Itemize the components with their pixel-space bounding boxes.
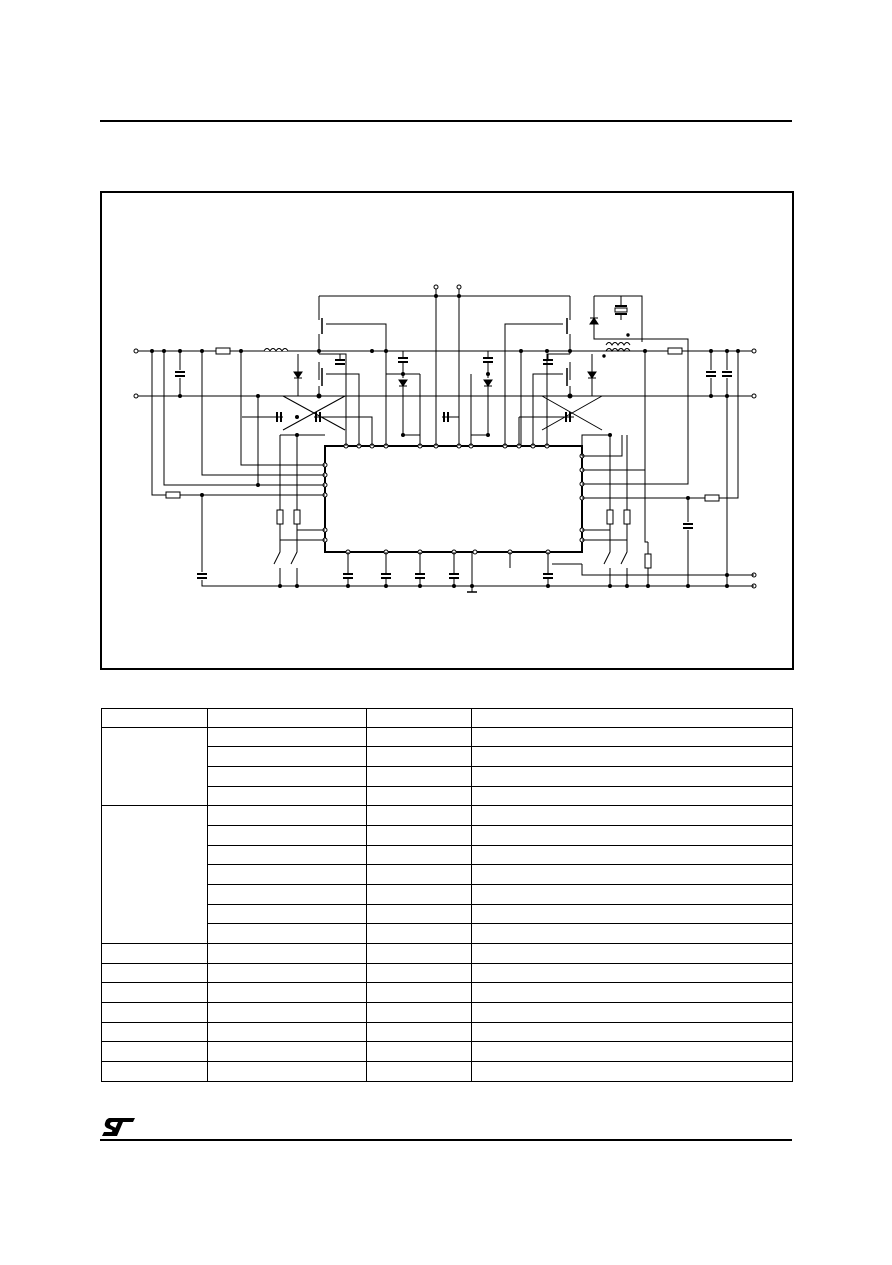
table-cell bbox=[367, 845, 472, 865]
table-cell bbox=[208, 826, 367, 846]
table-cell bbox=[208, 865, 367, 885]
table-cell bbox=[472, 826, 793, 846]
table-cell bbox=[208, 766, 367, 786]
table-row bbox=[102, 806, 793, 826]
table-cell bbox=[367, 865, 472, 885]
output-terminal-bottom bbox=[752, 394, 756, 398]
table-cell bbox=[472, 845, 793, 865]
table-cell bbox=[472, 983, 793, 1003]
input-terminal-top bbox=[134, 349, 138, 353]
table-cell bbox=[472, 944, 793, 964]
table-cell bbox=[367, 786, 472, 806]
timing-capacitors bbox=[343, 552, 553, 586]
table-group-cell bbox=[102, 727, 208, 806]
table-header-cell bbox=[208, 709, 367, 728]
output-terminal-top bbox=[752, 349, 756, 353]
table-row bbox=[102, 1042, 793, 1062]
table-cell bbox=[367, 747, 472, 767]
table-cell bbox=[367, 806, 472, 826]
table-cell bbox=[102, 983, 208, 1003]
table-cell bbox=[208, 747, 367, 767]
right-half-bridge bbox=[505, 296, 602, 446]
footer-rule bbox=[100, 1139, 792, 1141]
table-cell bbox=[367, 766, 472, 786]
table-cell bbox=[102, 963, 208, 983]
sense-resistor-left bbox=[166, 492, 180, 498]
table-cell bbox=[367, 1003, 472, 1023]
table-cell bbox=[208, 786, 367, 806]
table-cell bbox=[208, 944, 367, 964]
table-cell bbox=[472, 904, 793, 924]
table-cell bbox=[367, 983, 472, 1003]
table-cell bbox=[367, 944, 472, 964]
table-cell bbox=[208, 845, 367, 865]
table-cell bbox=[208, 727, 367, 747]
table-cell bbox=[472, 865, 793, 885]
table-cell bbox=[472, 747, 793, 767]
table-cell bbox=[472, 963, 793, 983]
table-cell bbox=[208, 963, 367, 983]
table-cell bbox=[472, 727, 793, 747]
table-cell bbox=[208, 1062, 367, 1082]
table-cell bbox=[367, 963, 472, 983]
input-inductor bbox=[264, 349, 288, 352]
table-cell bbox=[208, 1003, 367, 1023]
table-cell bbox=[472, 806, 793, 826]
table-row bbox=[102, 983, 793, 1003]
table-cell bbox=[367, 1062, 472, 1082]
input-resistor bbox=[216, 348, 230, 354]
table-row bbox=[102, 963, 793, 983]
table-cell bbox=[367, 1042, 472, 1062]
table-cell bbox=[472, 1062, 793, 1082]
table-cell bbox=[472, 766, 793, 786]
table-cell bbox=[367, 924, 472, 944]
input-terminal-bottom bbox=[134, 394, 138, 398]
table-cell bbox=[102, 1062, 208, 1082]
left-half-bridge bbox=[242, 296, 386, 446]
sense-resistor-right bbox=[705, 495, 719, 501]
table-cell bbox=[472, 885, 793, 905]
table-cell bbox=[208, 983, 367, 1003]
table-header-row bbox=[102, 709, 793, 728]
table-cell bbox=[367, 904, 472, 924]
table-cell bbox=[472, 1003, 793, 1023]
table-cell bbox=[208, 904, 367, 924]
table-header-cell bbox=[102, 709, 208, 728]
table-cell bbox=[102, 1042, 208, 1062]
table-cell bbox=[102, 1022, 208, 1042]
table-row bbox=[102, 727, 793, 747]
table-cell bbox=[472, 1022, 793, 1042]
table-cell bbox=[367, 727, 472, 747]
table-cell bbox=[367, 885, 472, 905]
table-cell bbox=[472, 924, 793, 944]
table-cell bbox=[367, 1022, 472, 1042]
table-cell bbox=[102, 1003, 208, 1023]
component-table bbox=[101, 708, 793, 1082]
table-group-cell bbox=[102, 806, 208, 944]
table-cell bbox=[208, 806, 367, 826]
table-cell bbox=[208, 885, 367, 905]
table-cell bbox=[367, 826, 472, 846]
output-resistor bbox=[668, 348, 682, 354]
application-schematic bbox=[100, 191, 794, 670]
table-row bbox=[102, 1022, 793, 1042]
table-cell bbox=[208, 924, 367, 944]
table-cell bbox=[472, 786, 793, 806]
table-cell bbox=[102, 944, 208, 964]
table-row bbox=[102, 944, 793, 964]
table-header-cell bbox=[367, 709, 472, 728]
controller-ic bbox=[325, 446, 582, 552]
table-cell bbox=[208, 1022, 367, 1042]
table-row bbox=[102, 1062, 793, 1082]
table-cell bbox=[472, 1042, 793, 1062]
table-header-cell bbox=[472, 709, 793, 728]
table-cell bbox=[208, 1042, 367, 1062]
table-row bbox=[102, 1003, 793, 1023]
